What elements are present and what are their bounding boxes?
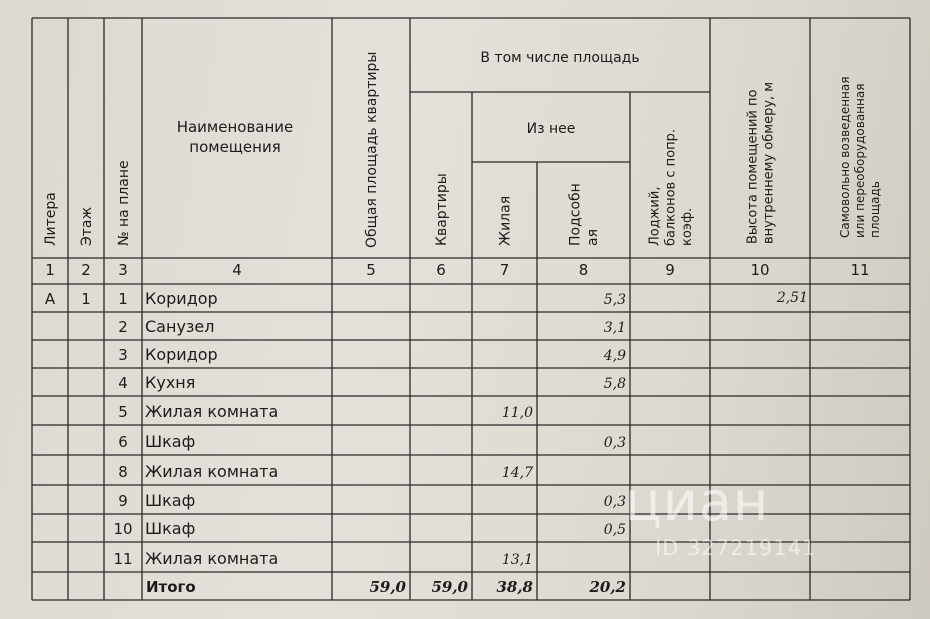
cell-podsobnaya: 3,1 <box>603 320 626 336</box>
column-number: 8 <box>578 261 589 279</box>
cell-room-name: Жилая комната <box>145 402 279 421</box>
total-kvartiry: 59,0 <box>431 578 468 596</box>
cell-podsobnaya: 0,5 <box>603 522 626 538</box>
cell-podsobnaya: 0,3 <box>603 494 626 510</box>
column-number: 7 <box>499 261 510 279</box>
header-iz-nee: Из нее <box>526 121 576 137</box>
column-number: 9 <box>665 261 675 279</box>
total-podsobnaya: 20,2 <box>589 578 626 596</box>
cell-room-name: Шкаф <box>145 519 196 538</box>
column-number: 6 <box>436 261 446 279</box>
cell-zhilaya: 14,7 <box>501 465 533 481</box>
column-number: 3 <box>118 261 128 279</box>
cell-room-name: Жилая комната <box>145 462 279 481</box>
watermark-logo: циан <box>625 470 770 533</box>
header-naimenovanie: Наименование помещения <box>176 118 294 156</box>
cell-room-name: Коридор <box>145 345 218 364</box>
cell-podsobnaya: 0,3 <box>603 435 626 451</box>
cell-room-name: Жилая комната <box>145 549 279 568</box>
cell-podsobnaya: 4,9 <box>603 348 626 364</box>
cell-zhilaya: 13,1 <box>501 552 533 568</box>
cell-podsobnaya: 5,3 <box>603 292 626 308</box>
column-number: 2 <box>81 261 91 279</box>
watermark-id: ID 327219141 <box>655 536 817 560</box>
cell-room-number: 4 <box>118 374 128 392</box>
header-lodzhii: Лоджий,балконов с попр.коэф. <box>647 129 695 246</box>
cell-room-name: Санузел <box>145 317 215 336</box>
header-samovolno: Самовольно возведеннаяили переоборудованнаяплощадь <box>838 76 883 238</box>
header-obshaya-ploshad: Общая площадь квартиры <box>363 51 380 248</box>
header-zhilaya: Жилая <box>497 195 514 246</box>
column-number: 1 <box>45 261 55 279</box>
cell-etazh: 1 <box>81 290 91 308</box>
column-number: 10 <box>750 261 770 279</box>
cell-vysota: 2,51 <box>776 290 808 306</box>
cell-room-number: 3 <box>118 346 128 364</box>
cell-litera: А <box>44 290 56 308</box>
header-vysota: Высота помещений повнутреннему обмеру, м <box>745 81 777 244</box>
column-number: 4 <box>232 261 242 279</box>
column-number: 11 <box>850 261 870 279</box>
cell-room-number: 11 <box>113 550 133 568</box>
cell-room-name: Кухня <box>145 373 196 392</box>
header-etazh: Этаж <box>78 206 95 246</box>
header-nomer: № на плане <box>115 160 132 246</box>
cell-room-name: Коридор <box>145 289 218 308</box>
cell-room-number: 2 <box>118 318 128 336</box>
header-v-tom-chisle: В том числе площадь <box>480 50 640 66</box>
header-podsobnaya: Подсобн ая <box>567 183 602 246</box>
cell-room-name: Шкаф <box>145 491 196 510</box>
cell-room-number: 9 <box>118 492 128 510</box>
cell-room-number: 1 <box>118 290 128 308</box>
cell-room-name: Шкаф <box>145 432 196 451</box>
header-kvartiry: Квартиры <box>433 173 450 246</box>
total-obshaya: 59,0 <box>369 578 406 596</box>
cell-zhilaya: 11,0 <box>501 405 533 421</box>
cell-room-number: 6 <box>118 433 128 451</box>
cell-podsobnaya: 5,8 <box>603 376 626 392</box>
total-label: Итого <box>146 578 196 596</box>
cell-room-number: 10 <box>113 520 133 538</box>
column-number: 5 <box>366 261 376 279</box>
cell-room-number: 8 <box>118 463 128 481</box>
header-litera: Литера <box>42 192 59 246</box>
total-zhilaya: 38,8 <box>496 578 533 596</box>
cell-room-number: 5 <box>118 403 128 421</box>
